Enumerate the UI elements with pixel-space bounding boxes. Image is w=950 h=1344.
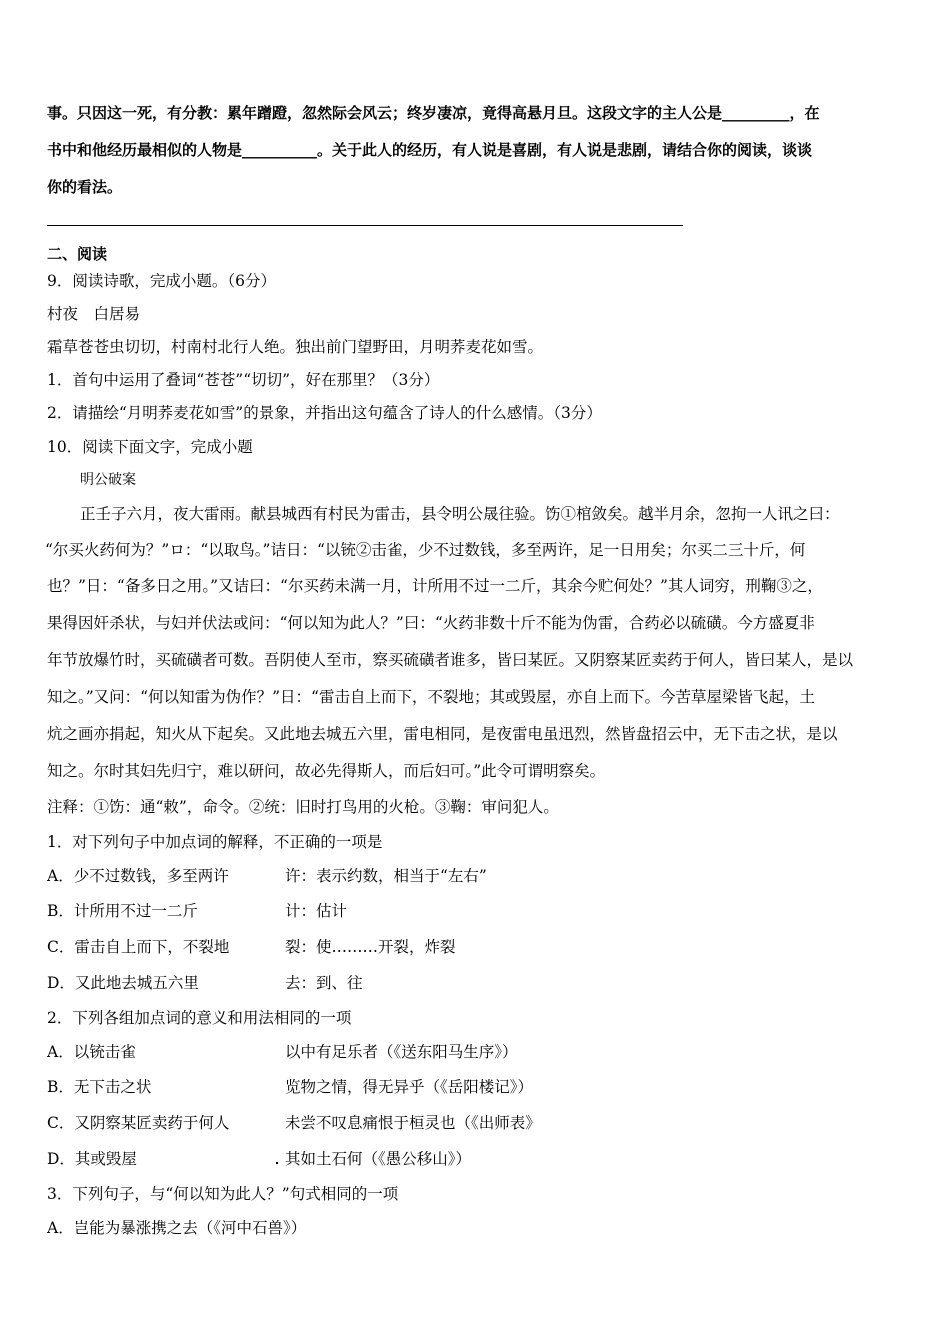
option-a-compare: 以中有足乐者（《送东阳马生序》） (285, 1043, 518, 1061)
passage-line: “尔买火药何为？”ロ：“以取鸟。”诘日：“以铳②击雀，少不过数钱，多至两许，足一日用矣；尔买二三十斤，何 (45, 541, 806, 559)
option-d: D．又此地去城五六里 (47, 974, 199, 992)
question-stem: 2．下列各组加点词的意义和用法相同的一项 (47, 1009, 352, 1027)
option-d-explanation: 去：到、往 (285, 974, 363, 992)
passage-line: 知之。尔时其妇先归宁，难以研问，故必先得斯人，而后妇可。”此令可谓明察矣。 (47, 762, 606, 780)
intro-line: 书中和他经历最相似的人物是__________。关于此人的经历，有人说是喜剧，有人说是悲剧，请结合你的阅读，谈谈 (47, 141, 813, 159)
option-c-explanation: 裂：使………开裂，炸裂 (285, 938, 456, 956)
passage-title: 明公破案 (80, 472, 136, 488)
question-stem: 1．对下列句子中加点词的解释，不正确的一项是 (47, 833, 383, 851)
question-stem: 3．下列句子，与“何以知为此人？”句式相同的一项 (47, 1185, 399, 1203)
passage-line: 知之。”又问：“何以知雷为伪作？”日：“雷击自上而下，不裂地；其或毁屋，亦自上而下。今苦草屋梁皆飞起，土 (47, 688, 815, 706)
option-c-compare: 未尝不叹息痛恨于桓灵也（《出师表》 (285, 1114, 541, 1132)
option-a: A．以铳击雀 (47, 1043, 136, 1061)
poem-title: 村夜 白居易 (47, 305, 141, 323)
option-b: B．无下击之状 (47, 1078, 152, 1096)
question-10-title: 10．阅读下面文字，完成小题 (47, 438, 253, 456)
option-b-explanation: 计：估计 (285, 902, 348, 920)
question-9-title: 9．阅读诗歌，完成小题。（6分） (47, 272, 276, 290)
option-a-explanation: 许：表示约数，相当于“左右” (285, 867, 487, 885)
sub-question: 2．请描绘“月明荞麦花如雪”的景象，并指出这句蕴含了诗人的什么感情。（3分） (47, 404, 602, 422)
passage-line: 正壬子六月，夜大雷雨。献县城西有村民为雷击，县令明公晟往验。饬①棺敛矣。越半月余，忽拘一人讯之曰： (80, 505, 840, 523)
option-c: C．又阴察某匠卖药于何人 (47, 1114, 230, 1132)
answer-line (47, 225, 683, 226)
option-b-compare: 览物之情，得无异乎（《岳阳楼记》） (285, 1078, 534, 1096)
option-a: A．岂能为暴涨携之去（《河中石兽》） (47, 1219, 307, 1237)
option-a: A．少不过数钱，多至两许 (47, 867, 229, 885)
poem-text: 霜草苍苍虫切切，村南村北行人绝。独出前门望野田，月明荞麦花如雪。 (47, 338, 544, 356)
section-title: 二、阅读 (47, 245, 108, 263)
passage-line: 果得因奸杀状，与妇并伏法或问：“何以知为此人？”曰：“火药非数十斤不能为伪雷，合药必以硫磺。今方盛夏非 (47, 614, 815, 632)
stray-dot (276, 1162, 278, 1164)
passage-line: 也？”日：“备多日之用。”又诘曰：“尔买药未满一月，计所用不过一二斤，其余今贮何处？”其人词穷，刑鞠③之， (47, 577, 823, 595)
option-c: C．雷击自上而下，不裂地 (47, 938, 230, 956)
footnote: 注释：①饬：通“敕”，命令。②统：旧时打鸟用的火枪。③鞠：审问犯人。 (47, 798, 559, 816)
option-d: D．其或毁屋 (47, 1150, 137, 1168)
intro-line: 你的看法。 (47, 178, 123, 196)
intro-line: 事。只因这一死，有分教：累年蹭蹬，忽然际会风云；终岁凄凉，竟得高悬月旦。这段文字的主人公是_________，在 (47, 104, 820, 122)
option-b: B．计所用不过一二斤 (47, 902, 198, 920)
passage-line: 年节放爆竹时，买硫磺者可数。吾阴使人至市，察买硫磺者谁多，皆曰某匠。又阴察某匠卖药于何人，皆曰某人，是以 (47, 651, 854, 669)
passage-line: 炕之画亦捐起，知火从下起矣。又此地去城五六里，雷电相同，是夜雷电虽迅烈，然皆盘招云中，无下击之状，是以 (47, 725, 838, 743)
option-d-compare: 其如土石何（《愚公移山》） (285, 1150, 472, 1168)
sub-question: 1．首句中运用了叠词“苍苍”“切切”，好在那里？（3分） (47, 371, 440, 389)
